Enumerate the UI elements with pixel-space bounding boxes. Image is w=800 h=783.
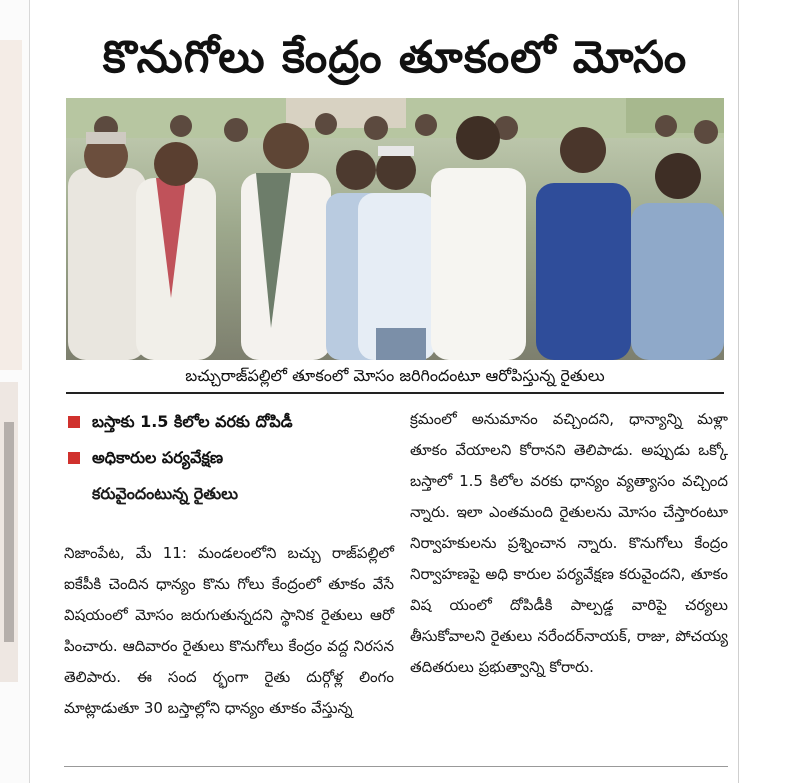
photo-illustration xyxy=(66,98,724,360)
highlight-text: బస్తాకు 1.5 కిలోల వరకు దోపిడీ xyxy=(92,412,293,431)
highlight-text: అధికారుల పర్యవేక్షణ xyxy=(92,448,224,467)
caption-divider xyxy=(66,392,724,394)
news-article xyxy=(50,0,732,783)
bullet-square-icon xyxy=(68,416,80,428)
adjacent-article-fragment xyxy=(0,40,22,370)
farmers-group-photo xyxy=(66,98,724,360)
highlight-continuation: కరువైందంటున్న రైతులు xyxy=(92,484,239,503)
column-divider xyxy=(738,0,739,783)
highlight-item xyxy=(64,440,394,476)
photo-caption: బచ్చురాజ్‌పల్లిలో తూకంలో మోసం జరిగిందంటూ ఆరోపిస్తున్న రైతులు xyxy=(185,366,605,385)
bullet-square-icon xyxy=(68,452,80,464)
article-body-right: క్రమంలో అనుమానం వచ్చిందని, ధాన్యాన్ని మళ్లా తూకం వేయాలని కోరానని తెలిపాడు. అప్పుడు ఒక్కో బస్తాలో 1.5 కిలోల వరకు ధాన్యం వ్యత్యాసం వచ్చింద న్నారు. ఇలా ఎంతమంది రైతులను మోసం చేస్తారంటూ నిర్వాహకులను ప్రశ్నించాన న్నారు. కొనుగోలు కేంద్రం నిర్వాహణపై అధి కారుల పర్యవేక్షణ కరువైందని, తూకం విష యంలో దోపిడీకి పాల్పడ్డ వారిపై చర్యలు తీసుకోవాలని రైతులు నరేందర్‌నాయక్, రాజు, పోచయ్య తదితరులు ప్రభుత్వాన్ని కోరారు. xyxy=(410,410,728,676)
article-body-left: నిజాంపేట, మే 11: మండలంలోని బచ్చు రాజ్‌పల్లిలో ఐకేపీకి చెందిన ధాన్యం కొను గోలు కేంద్రంలో తూకం వేసే విషయంలో మోసం జరుగుతున్నదని స్థానిక రైతులు ఆరో పించారు. ఆదివారం రైతులు కొనుగోలు కేంద్రం వద్ద నిరసన తెలిపారు. ఈ సంద ర్భంగా రైతు దుర్గోళ్ల లింగం మాట్లాడుతూ 30 బస్తాల్లోని ధాన్యం తూకం వేస్తున్న xyxy=(64,544,394,717)
adjacent-photo-fragment xyxy=(0,382,18,682)
bottom-divider xyxy=(64,766,728,767)
article-column-right xyxy=(410,404,728,683)
adjacent-article-strip xyxy=(0,0,30,783)
highlight-item xyxy=(64,404,394,440)
article-column-left xyxy=(64,404,394,724)
article-headline: కొనుగోలు కేంద్రం తూకంలో మోసం xyxy=(102,32,688,83)
